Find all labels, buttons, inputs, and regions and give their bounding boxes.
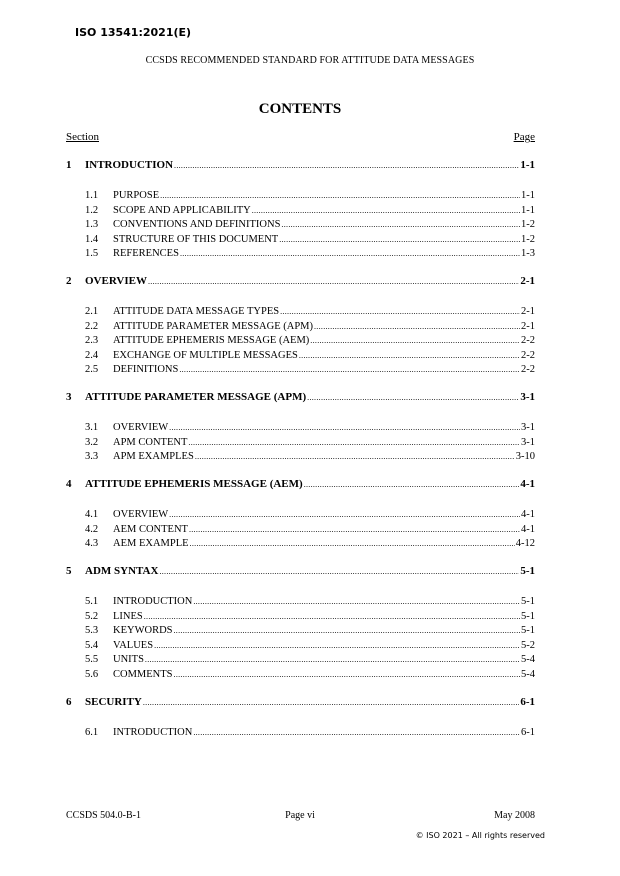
toc-entry-page: 4-1 <box>521 509 535 520</box>
toc-entry-number: 3.3 <box>85 451 99 462</box>
toc-chapter-entry[interactable] <box>66 564 535 578</box>
toc-entry-page: 5-1 <box>521 610 535 622</box>
toc-entry-title: AEM EXAMPLE <box>113 538 189 549</box>
toc-section-entry[interactable] <box>85 362 535 376</box>
toc-entry-page: 3-1 <box>520 391 535 403</box>
toc-entry-number: 1.2 <box>85 204 99 216</box>
dot-leader <box>299 349 520 362</box>
toc-section-entry[interactable] <box>85 435 535 449</box>
toc-entry-page: 1-3 <box>521 248 535 259</box>
dot-leader <box>174 159 519 172</box>
dot-leader <box>193 595 520 608</box>
toc-entry-title: STRUCTURE OF THIS DOCUMENT <box>113 233 279 245</box>
toc-section-entry[interactable] <box>85 522 535 536</box>
toc-section-entry[interactable] <box>85 304 535 318</box>
toc-entry-page: 3-10 <box>515 451 535 462</box>
toc-section-entry[interactable] <box>85 594 535 608</box>
toc-entry-page: 3-1 <box>521 436 535 448</box>
toc-entry-number: 2 <box>66 275 72 287</box>
dot-leader <box>174 624 521 637</box>
toc-entry-page: 5-1 <box>521 596 535 607</box>
running-header: CCSDS RECOMMENDED STANDARD FOR ATTITUDE DATA MESSAGES <box>145 55 475 66</box>
toc-chapter-entry[interactable] <box>66 158 535 172</box>
toc-entry-page: 2-1 <box>520 275 535 287</box>
toc-entry-page: 5-2 <box>521 639 535 651</box>
toc-section-entry[interactable] <box>85 203 535 217</box>
toc-entry-title: INTRODUCTION <box>113 596 193 607</box>
toc-entry-number: 5.3 <box>85 625 99 636</box>
toc-entry-number: 5 <box>66 565 72 577</box>
toc-entry-title: LINES <box>113 610 143 622</box>
toc-entry-number: 3.1 <box>85 422 99 433</box>
dot-leader <box>174 668 520 681</box>
toc-entry-page: 6-1 <box>521 726 535 738</box>
toc-entry-page: 5-4 <box>521 668 535 680</box>
toc-entry-number: 6.1 <box>85 726 99 738</box>
dot-leader <box>169 508 520 521</box>
dot-leader <box>169 421 520 434</box>
toc-section-entry[interactable] <box>85 420 535 434</box>
toc-section-entry[interactable] <box>85 652 535 666</box>
toc-section-entry[interactable] <box>85 188 535 202</box>
toc-entry-page: 4-12 <box>515 538 535 549</box>
toc-entry-number: 1.1 <box>85 190 99 201</box>
toc-entry-page: 1-1 <box>521 190 535 201</box>
toc-chapter-entry[interactable] <box>66 274 535 288</box>
dot-leader <box>314 320 520 333</box>
footer-page-number: Page vi <box>285 810 315 821</box>
toc-section-entry[interactable] <box>85 667 535 681</box>
toc-entry-number: 5.2 <box>85 610 99 622</box>
toc-entry-number: 2.1 <box>85 306 99 317</box>
toc-section-entry[interactable] <box>85 449 535 463</box>
toc-chapter-entry[interactable] <box>66 390 535 404</box>
toc-entry-page: 4-1 <box>521 523 535 535</box>
toc-entry-title: UNITS <box>113 654 144 665</box>
toc-entry-number: 5.5 <box>85 654 99 665</box>
toc-entry-number: 6 <box>66 695 72 708</box>
toc-entry-page: 2-1 <box>521 320 535 332</box>
toc-section-entry[interactable] <box>85 623 535 637</box>
toc-section-entry[interactable] <box>85 333 535 347</box>
dot-leader <box>188 436 520 449</box>
dot-leader <box>180 247 520 260</box>
toc-entry-page: 2-2 <box>521 349 535 361</box>
dot-leader <box>193 726 520 739</box>
toc-entry-number: 4.3 <box>85 538 99 549</box>
toc-entry-page: 5-1 <box>520 565 535 577</box>
toc-entry-title: ATTITUDE EPHEMERIS MESSAGE (AEM) <box>85 478 303 490</box>
toc-entry-number: 2.3 <box>85 335 99 346</box>
dot-leader <box>280 305 520 318</box>
dot-leader <box>195 450 515 463</box>
toc-chapter-entry[interactable] <box>66 477 535 491</box>
copyright-notice: © ISO 2021 – All rights reserved <box>415 831 545 840</box>
toc-entry-page: 4-1 <box>520 478 535 490</box>
toc-entry-title: REFERENCES <box>113 248 179 259</box>
dot-leader <box>304 478 520 491</box>
toc-entry-title: ADM SYNTAX <box>85 565 159 577</box>
toc-entry-number: 1.3 <box>85 219 99 230</box>
section-column-header: Section <box>66 131 99 143</box>
toc-entry-number: 1.4 <box>85 233 99 245</box>
toc-entry-page: 1-1 <box>520 159 535 171</box>
dot-leader <box>252 204 520 217</box>
toc-entry-page: 1-2 <box>521 219 535 230</box>
dot-leader <box>145 653 520 666</box>
toc-entry-number: 4.2 <box>85 523 99 535</box>
dot-leader <box>148 275 519 288</box>
toc-entry-number: 1 <box>66 159 72 171</box>
dot-leader <box>154 639 520 652</box>
page-column-header: Page <box>513 131 535 143</box>
toc-entry-page: 1-1 <box>521 204 535 216</box>
toc-section-entry[interactable] <box>85 638 535 652</box>
toc-entry-title: PURPOSE <box>113 190 160 201</box>
dot-leader <box>160 189 520 202</box>
toc-entry-number: 3.2 <box>85 436 99 448</box>
toc-entry-page: 1-2 <box>521 233 535 245</box>
toc-entry-page: 2-2 <box>521 335 535 346</box>
toc-section-entry[interactable] <box>85 217 535 231</box>
toc-entry-title: APM CONTENT <box>113 436 188 448</box>
dot-leader <box>179 363 520 376</box>
toc-entry-number: 5.1 <box>85 596 99 607</box>
toc-entry-title: APM EXAMPLES <box>113 451 194 462</box>
toc-entry-page: 5-4 <box>521 654 535 665</box>
toc-chapter-entry[interactable] <box>66 695 535 709</box>
toc-entry-title: OVERVIEW <box>85 275 147 287</box>
toc-section-entry[interactable] <box>85 507 535 521</box>
toc-entry-title: OVERVIEW <box>113 509 169 520</box>
toc-entry-title: VALUES <box>113 639 154 651</box>
dot-leader <box>281 218 520 231</box>
toc-entry-title: ATTITUDE PARAMETER MESSAGE (APM) <box>113 320 313 332</box>
toc-entry-page: 5-1 <box>521 625 535 636</box>
toc-entry-title: INTRODUCTION <box>113 726 193 738</box>
dot-leader <box>307 391 519 404</box>
toc-entry-title: ATTITUDE EPHEMERIS MESSAGE (AEM) <box>113 335 310 346</box>
dot-leader <box>159 565 519 578</box>
toc-entry-title: OVERVIEW <box>113 422 169 433</box>
toc-entry-title: DEFINITIONS <box>113 364 179 375</box>
toc-entry-number: 2.2 <box>85 320 99 332</box>
dot-leader <box>279 233 520 246</box>
toc-section-entry[interactable] <box>85 609 535 623</box>
toc-section-entry[interactable] <box>85 725 535 739</box>
toc-section-entry[interactable] <box>85 348 535 362</box>
dot-leader <box>310 334 520 347</box>
toc-section-entry[interactable] <box>85 319 535 333</box>
toc-entry-title: ATTITUDE PARAMETER MESSAGE (APM) <box>85 391 307 403</box>
toc-section-entry[interactable] <box>85 232 535 246</box>
toc-entry-title: AEM CONTENT <box>113 523 188 535</box>
toc-entry-title: SCOPE AND APPLICABILITY <box>113 204 251 216</box>
toc-entry-title: KEYWORDS <box>113 625 173 636</box>
toc-entry-page: 3-1 <box>521 422 535 433</box>
toc-entry-number: 4 <box>66 478 72 490</box>
toc-entry-title: ATTITUDE DATA MESSAGE TYPES <box>113 306 280 317</box>
footer-date: May 2008 <box>494 810 535 821</box>
toc-entry-number: 2.5 <box>85 364 99 375</box>
toc-entry-number: 5.4 <box>85 639 99 651</box>
dot-leader <box>190 537 515 550</box>
toc-entry-page: 2-2 <box>521 364 535 375</box>
dot-leader <box>143 696 519 709</box>
dot-leader <box>189 523 520 536</box>
toc-section-entry[interactable] <box>85 536 535 550</box>
toc-entry-number: 2.4 <box>85 349 99 361</box>
footer-document-id: CCSDS 504.0-B-1 <box>66 810 142 821</box>
contents-title: CONTENTS <box>258 101 342 117</box>
toc-entry-number: 3 <box>66 391 72 403</box>
toc-entry-number: 1.5 <box>85 248 99 259</box>
toc-entry-title: COMMENTS <box>113 668 173 680</box>
iso-standard-code: ISO 13541:2021(E) <box>75 26 192 39</box>
toc-entry-title: CONVENTIONS AND DEFINITIONS <box>113 219 281 230</box>
toc-section-entry[interactable] <box>85 246 535 260</box>
toc-entry-page: 2-1 <box>521 306 535 317</box>
dot-leader <box>144 610 520 623</box>
toc-entry-number: 4.1 <box>85 509 99 520</box>
toc-entry-page: 6-1 <box>520 695 535 708</box>
toc-entry-title: INTRODUCTION <box>85 159 174 171</box>
toc-entry-title: EXCHANGE OF MULTIPLE MESSAGES <box>113 349 298 361</box>
toc-entry-title: SECURITY <box>85 695 142 708</box>
toc-entry-number: 5.6 <box>85 668 99 680</box>
